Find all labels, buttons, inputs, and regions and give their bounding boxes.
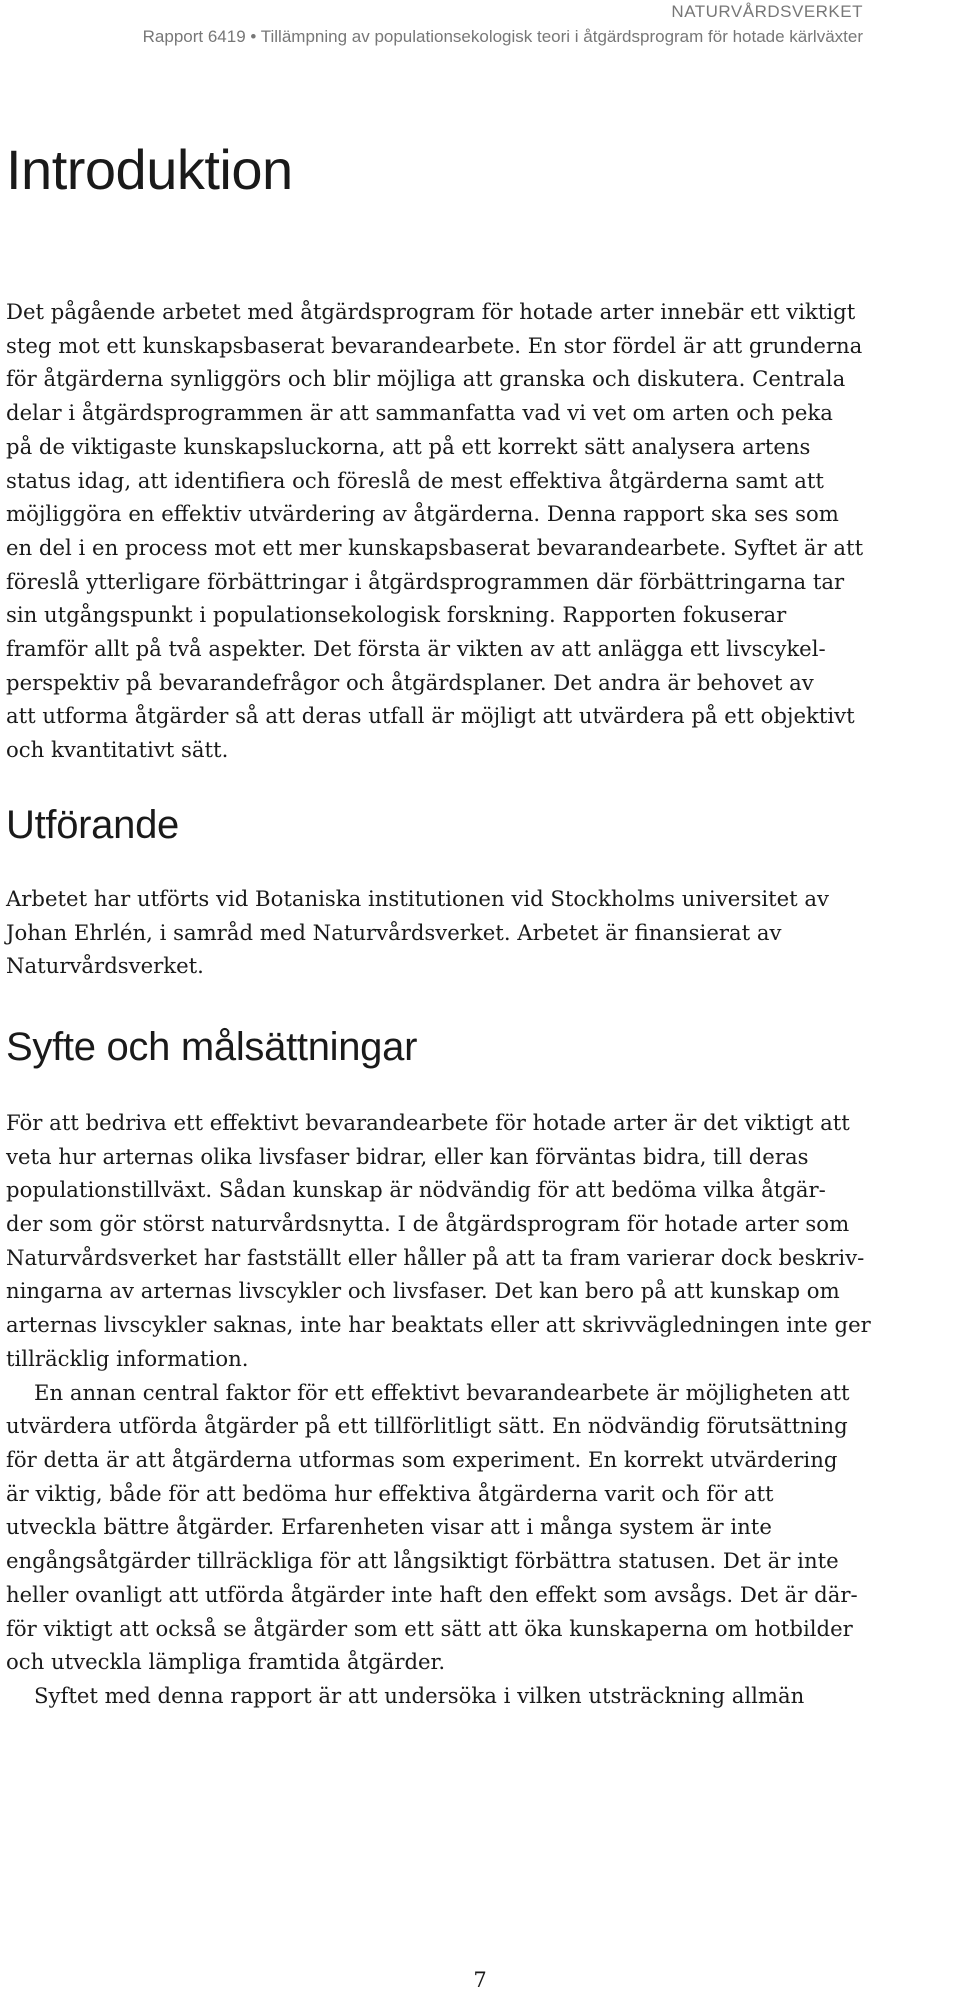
text-line: är viktig, både för att bedöma hur effektiva åtgärderna varit och för att [6,1480,774,1506]
text-line: föreslå ytterligare förbättringar i åtgärdsprogrammen där förbättringarna tar [6,568,845,594]
text-line: ningarna av arternas livscykler och livsfaser. Det kan bero på att kunskap om [6,1278,840,1304]
paragraph-utforande [6,882,960,983]
text-line: på de viktigaste kunskapsluckorna, att på ett korrekt sätt analysera artens [6,433,811,459]
text-line: engångsåtgärder tillräckliga för att långsiktigt förbättra statusen. Det är inte [6,1548,839,1574]
text-line: En annan central faktor för ett effektivt bevarandearbete är möjligheten att [34,1379,850,1405]
text-line: Det pågående arbetet med åtgärdsprogram för hotade arter innebär ett viktigt [6,299,856,324]
text-line: och utveckla lämpliga framtida åtgärder. [6,1649,446,1675]
text-line: för viktigt att också se åtgärder som ett sätt att öka kunskaperna om hotbilder [6,1615,853,1641]
text-line: sin utgångspunkt i populationsekologisk forskning. Rapporten fokuserar [6,602,787,628]
paragraph-syfte-1 [6,1106,960,1376]
text-line: veta hur arternas olika livsfaser bidrar, eller kan förväntas bidra, till deras [6,1143,809,1169]
text-line: utveckla bättre åtgärder. Erfarenheten visar att i många system är inte [6,1514,772,1540]
paragraph-syfte-2 [6,1376,960,1679]
text-line: Syftet med denna rapport är att undersöka i vilken utsträckning allmän [34,1682,805,1708]
paragraph-syfte-3 [6,1679,960,1713]
page-content [6,138,960,1713]
text-line: en del i en process mot ett mer kunskapsbaserat bevarandearbete. Syftet är att [6,534,864,560]
text-line: arternas livscykler saknas, inte har beaktats eller att skrivvägledningen inte ger [6,1312,871,1338]
text-line: framför allt på två aspekter. Det första är vikten av att anlägga ett livscykel- [6,636,826,662]
text-line: status idag, att identifiera och föreslå de mest effektiva åtgärderna samt att [6,467,824,493]
text-line: Johan Ehrlén, i samråd med Naturvårdsverket. Arbetet är finansierat av [6,919,782,945]
report-title: Rapport 6419 • Tillämpning av populationsekologisk teori i åtgärdsprogram för hotade kärlväxter [142,27,863,46]
text-line: möjliggöra en effektiv utvärdering av åtgärderna. Denna rapport ska ses som [6,501,839,527]
text-line: för åtgärderna synliggörs och blir möjliga att granska och diskutera. Centrala [6,366,846,392]
running-header [143,0,863,48]
text-line: populationstillväxt. Sådan kunskap är nödvändig för att bedöma vilka åtgär- [6,1177,826,1203]
text-line: för detta är att åtgärderna utformas som experiment. En korrekt utvärdering [6,1446,838,1472]
text-line: utvärdera utförda åtgärder på ett tillförlitligt sätt. En nödvändig förutsättning [6,1413,848,1439]
text-line: delar i åtgärdsprogrammen är att sammanfatta vad vi vet om arten och peka [6,400,833,426]
text-line: Naturvårdsverket. [6,953,204,979]
text-line: att utforma åtgärder så att deras utfall är möjligt att utvärdera på ett objektivt [6,703,855,729]
section-heading-utforande: Utförande [6,802,179,847]
text-line: perspektiv på bevarandefrågor och åtgärdsplaner. Det andra är behovet av [6,669,814,695]
text-line: heller ovanligt att utförda åtgärder inte haft den effekt som avsågs. Det är där- [6,1581,858,1607]
section-heading-syfte: Syfte och målsättningar [6,1024,418,1069]
text-line: Arbetet har utförts vid Botaniska institutionen vid Stockholms universitet av [6,885,830,911]
text-line: steg mot ett kunskapsbaserat bevarandearbete. En stor fördel är att grunderna [6,332,863,358]
page-number: 7 [473,1968,487,1992]
text-line: der som gör störst naturvårdsnytta. I de åtgärdsprogram för hotade arter som [6,1211,850,1237]
section-heading-introduktion: Introduktion [6,138,293,201]
publisher-name: NATURVÅRDSVERKET [671,2,863,21]
text-line: tillräcklig information. [6,1345,249,1371]
text-line: och kvantitativt sätt. [6,737,229,763]
paragraph-introduktion [6,295,960,767]
text-line: Naturvårdsverket har fastställt eller håller på att ta fram varierar dock beskriv- [6,1244,865,1270]
text-line: För att bedriva ett effektivt bevarandearbete för hotade arter är det viktigt att [6,1109,850,1135]
